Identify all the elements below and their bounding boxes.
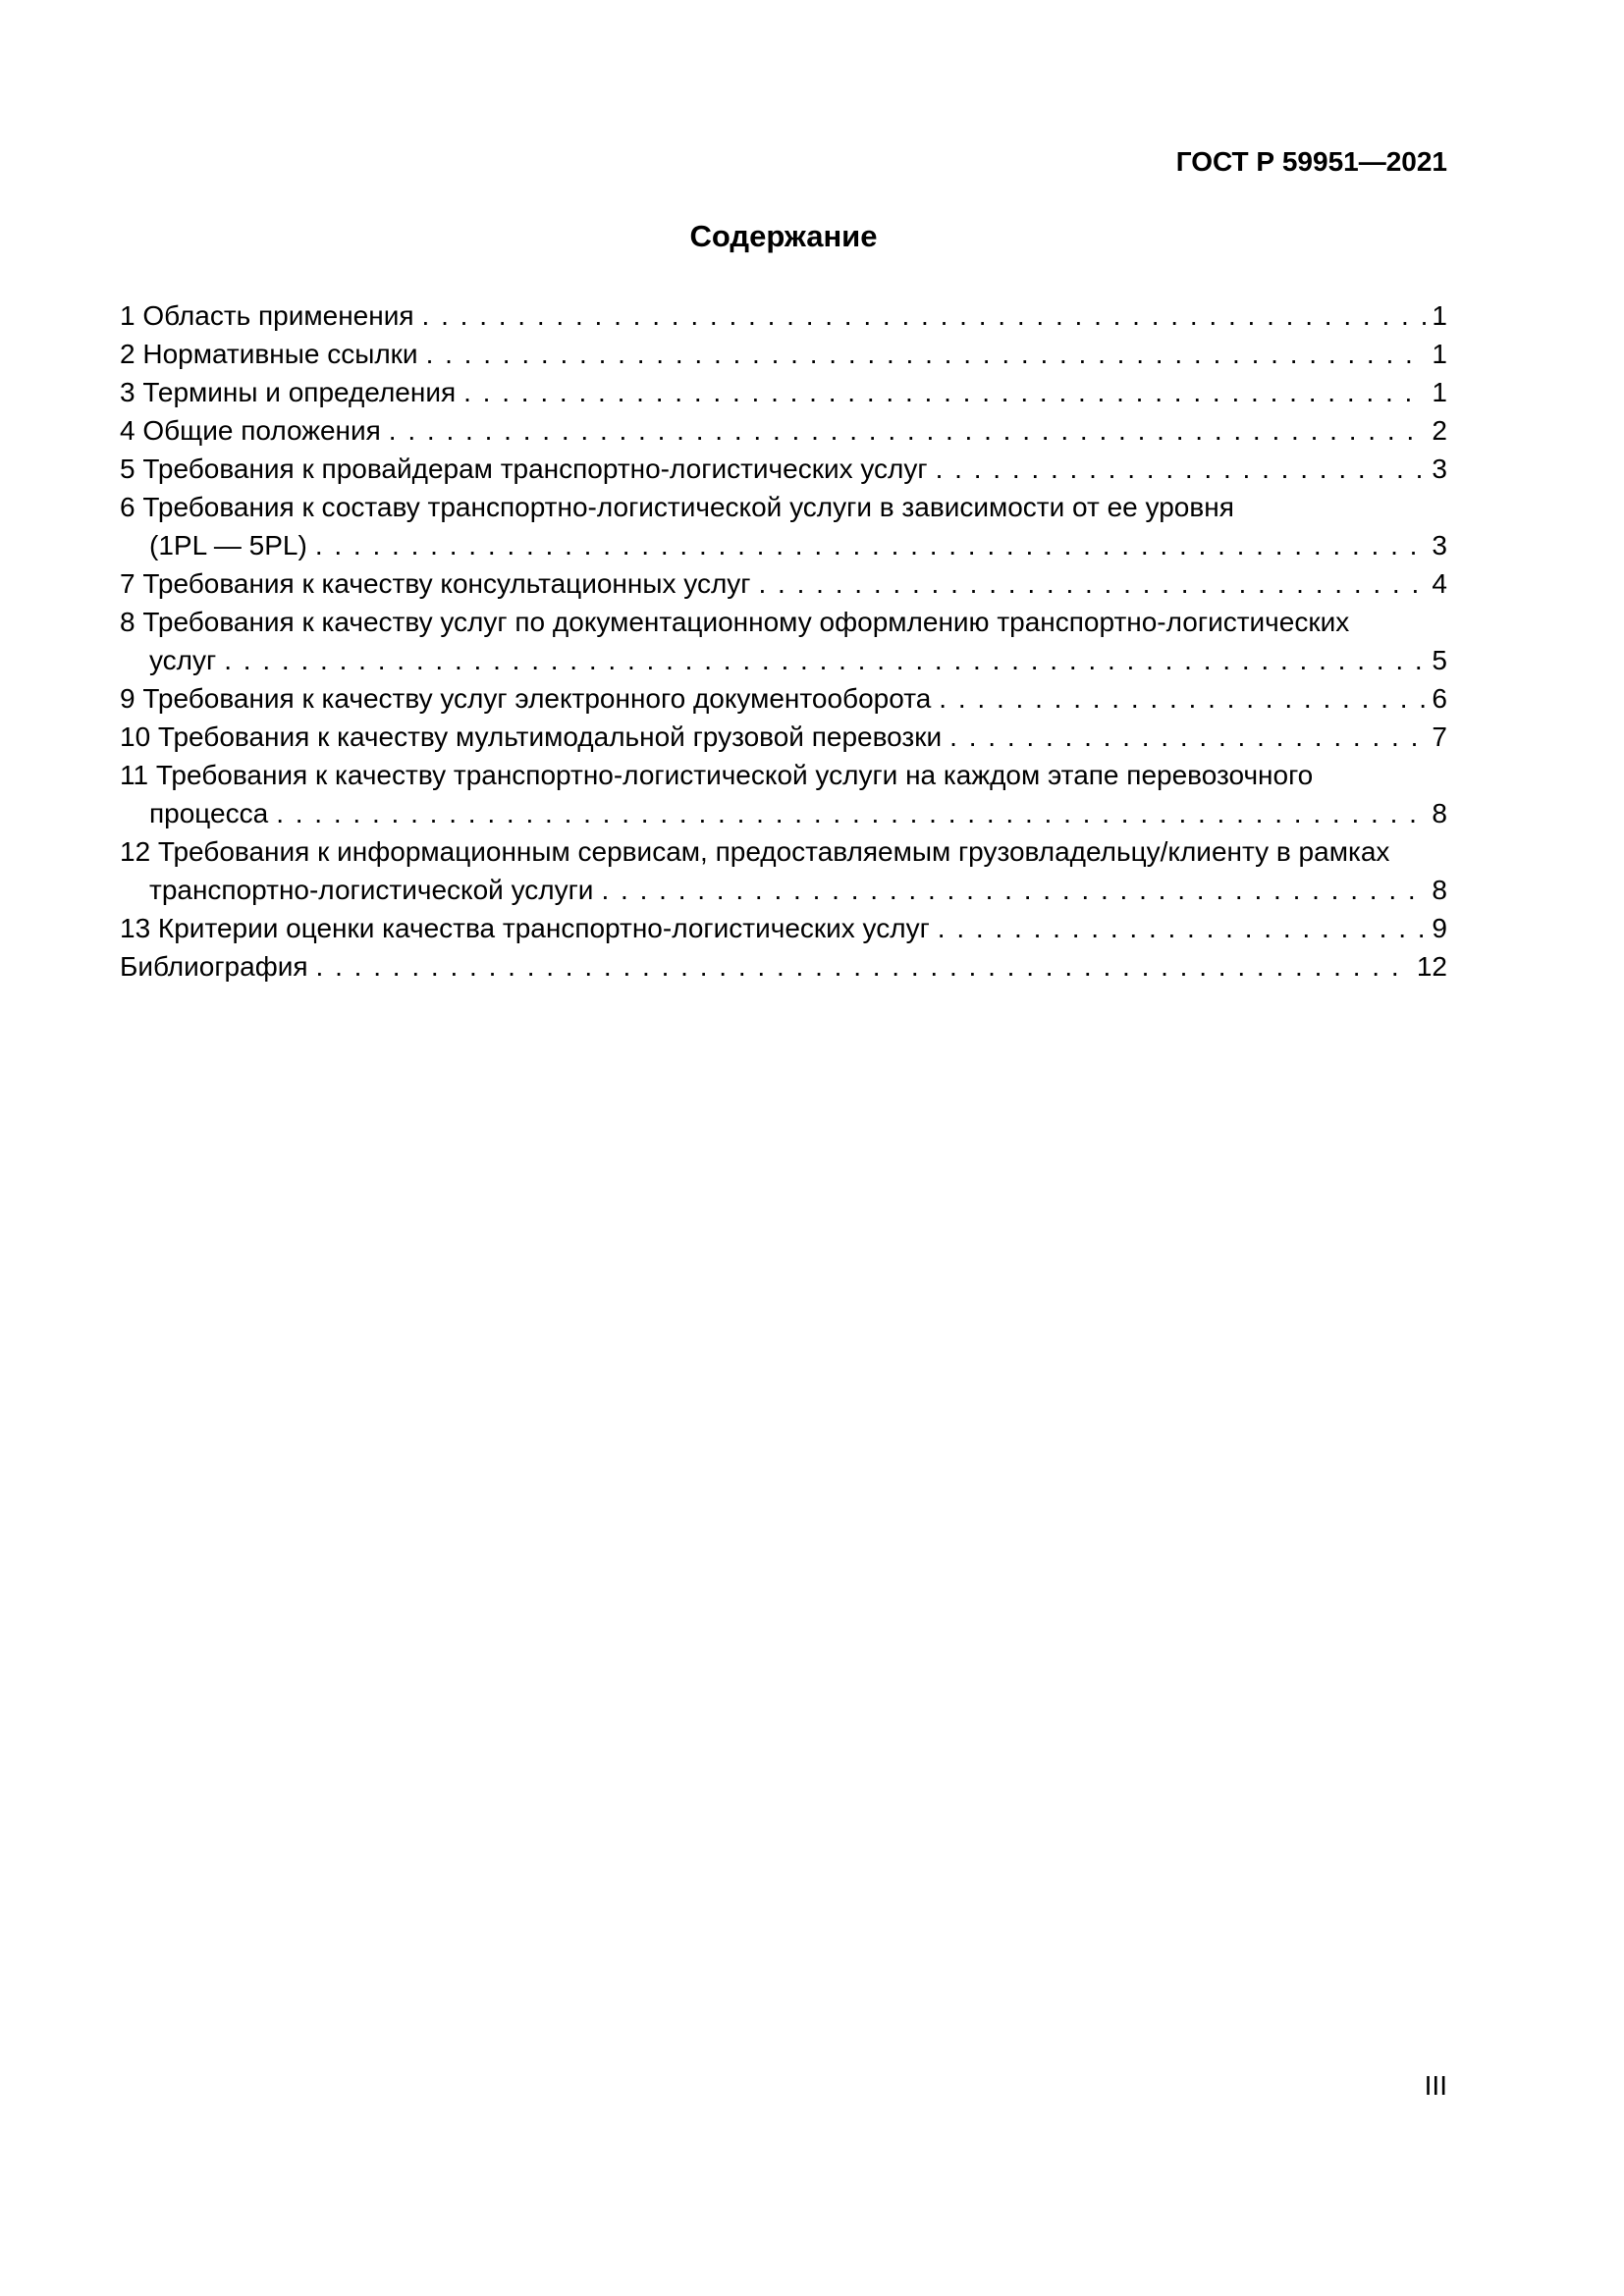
toc-entry[interactable] xyxy=(120,832,1447,909)
dot-leader xyxy=(463,373,1426,411)
toc-entry-text: Библиография xyxy=(120,951,308,982)
dot-leader xyxy=(939,679,1426,718)
toc-entry-text: процесса xyxy=(149,798,269,828)
toc-entry-text: 1 Область применения xyxy=(120,300,414,331)
toc-entry-lastline xyxy=(120,794,1447,832)
toc-entry-lastline xyxy=(120,909,1447,947)
toc-entry-lastline xyxy=(120,411,1447,450)
dot-leader xyxy=(276,794,1426,832)
toc-entry[interactable] xyxy=(120,335,1447,373)
dot-leader xyxy=(389,411,1427,450)
toc-entry-lastline xyxy=(120,296,1447,335)
toc-entry-text: 9 Требования к качеству услуг электронного документооборота xyxy=(120,683,932,714)
toc-page-number: 4 xyxy=(1432,568,1447,599)
toc-page-number: 3 xyxy=(1432,454,1447,484)
toc-entry-text: 5 Требования к провайдерам транспортно-логистических услуг xyxy=(120,454,928,484)
toc-page-number: 8 xyxy=(1432,875,1447,905)
toc-entry-text: 4 Общие положения xyxy=(120,415,381,446)
dot-leader xyxy=(949,718,1426,756)
toc-page-number: 3 xyxy=(1432,530,1447,561)
toc-entry-text: 12 Требования к информационным сервисам, предоставляемым грузовладельцу/клиенту в рамках xyxy=(120,836,1390,867)
toc-entry-lastline xyxy=(120,526,1447,564)
toc-page-number: 7 xyxy=(1432,721,1447,752)
dot-leader xyxy=(601,871,1426,909)
dot-leader xyxy=(315,526,1427,564)
toc-entry-lastline xyxy=(120,564,1447,603)
toc-entry[interactable] xyxy=(120,564,1447,603)
toc-page-number: 2 xyxy=(1432,415,1447,446)
toc-entry-lastline xyxy=(120,373,1447,411)
toc-entry-text: 6 Требования к составу транспортно-логистической услуги в зависимости от ее уровня xyxy=(120,492,1234,522)
toc-page-number: 1 xyxy=(1432,300,1447,331)
toc-page-number: 8 xyxy=(1432,798,1447,828)
toc-entry-lastline xyxy=(120,335,1447,373)
dot-leader xyxy=(759,564,1427,603)
toc-entry[interactable] xyxy=(120,679,1447,718)
toc-entry-lastline xyxy=(120,947,1447,986)
toc-entry-lastline xyxy=(120,679,1447,718)
toc-entry-text: 3 Термины и определения xyxy=(120,377,457,407)
dot-leader xyxy=(426,335,1427,373)
dot-leader xyxy=(316,947,1411,986)
dot-leader xyxy=(224,641,1426,679)
toc-page-number: 5 xyxy=(1432,645,1447,675)
toc-entry[interactable] xyxy=(120,909,1447,947)
toc-entry[interactable] xyxy=(120,488,1447,564)
toc-title: Содержание xyxy=(689,219,878,253)
toc-entry-text: 7 Требования к качеству консультационных услуг xyxy=(120,568,751,599)
toc-entry-text: транспортно-логистической услуги xyxy=(149,875,594,905)
dot-leader xyxy=(422,296,1427,335)
toc-entry-text: 10 Требования к качеству мультимодальной грузовой перевозки xyxy=(120,721,943,752)
toc-entry[interactable] xyxy=(120,296,1447,335)
toc-entry[interactable] xyxy=(120,756,1447,832)
toc-entry-text: 13 Критерии оценки качества транспортно-логистических услуг xyxy=(120,913,930,943)
toc-list xyxy=(120,296,1447,986)
toc-page-number: 6 xyxy=(1432,683,1447,714)
toc-entry-lastline xyxy=(120,871,1447,909)
toc-entry[interactable] xyxy=(120,450,1447,488)
toc-entry[interactable] xyxy=(120,603,1447,679)
toc-entry-text: 2 Нормативные ссылки xyxy=(120,339,418,369)
toc-entry-text: (1PL — 5PL) xyxy=(149,530,307,561)
document-code: ГОСТ Р 59951—2021 xyxy=(1175,146,1447,177)
toc-entry[interactable] xyxy=(120,947,1447,986)
toc-page-number: 9 xyxy=(1432,913,1447,943)
toc-entry-lastline xyxy=(120,641,1447,679)
dot-leader xyxy=(936,450,1427,488)
page-content xyxy=(120,145,1447,986)
toc-entry-text: услуг xyxy=(149,645,217,675)
toc-page-number: 12 xyxy=(1416,951,1447,982)
toc-entry-lastline xyxy=(120,450,1447,488)
toc-entry[interactable] xyxy=(120,718,1447,756)
toc-page-number: 1 xyxy=(1432,377,1447,407)
toc-entry[interactable] xyxy=(120,373,1447,411)
dot-leader xyxy=(938,909,1427,947)
toc-entry[interactable] xyxy=(120,411,1447,450)
toc-entry-lastline xyxy=(120,718,1447,756)
toc-entry-text: 11 Требования к качеству транспортно-логистической услуги на каждом этапе перевозочного xyxy=(120,760,1314,790)
toc-entry-text: 8 Требования к качеству услуг по документационному оформлению транспортно-логистических xyxy=(120,607,1350,637)
toc-page-number: 1 xyxy=(1432,339,1447,369)
footer-page-number: III xyxy=(1424,2070,1447,2101)
